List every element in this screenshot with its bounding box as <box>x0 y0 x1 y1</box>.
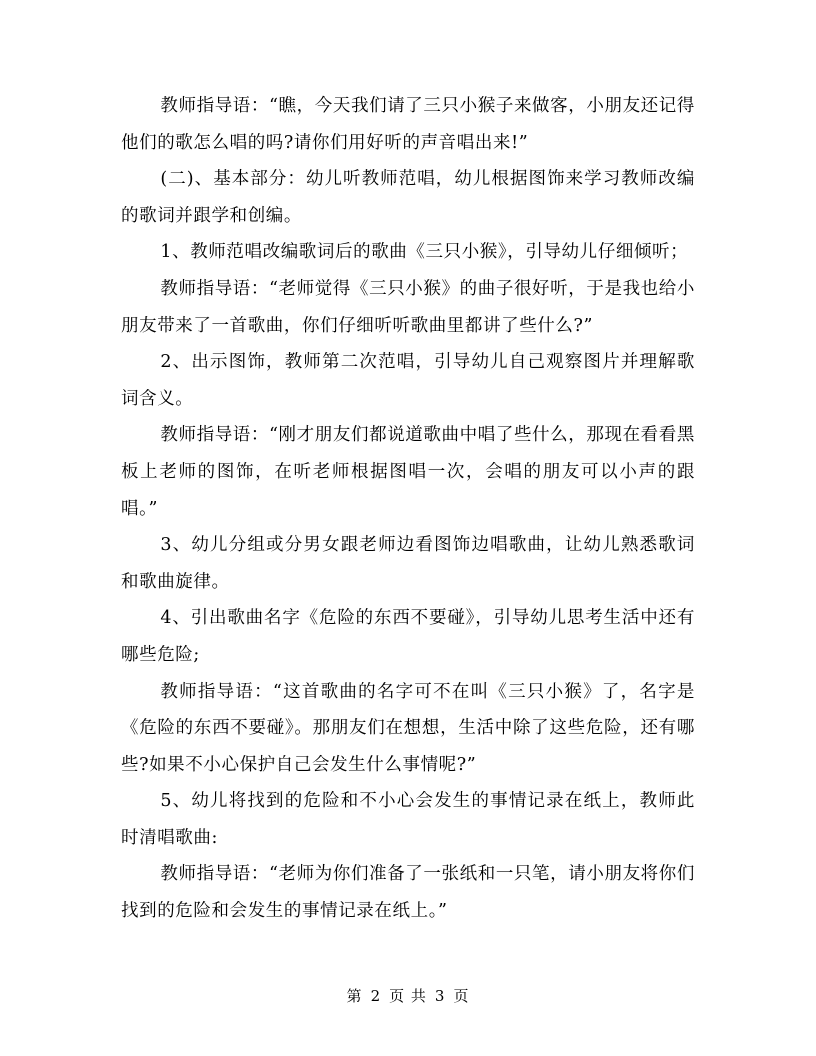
page-footer <box>0 985 816 1006</box>
paragraph: 教师指导语：“老师觉得《三只小猴》的曲子很好听，于是我也给小朋友带来了一首歌曲，你们仔细听听歌曲里都讲了些什么?” <box>121 278 695 336</box>
paragraph: 教师指导语：“老师为你们准备了一张纸和一只笔，请小朋友将你们找到的危险和会发生的事情记录在纸上。” <box>121 864 695 922</box>
paragraph: 1、教师范唱改编歌词后的歌曲《三只小猴》，引导幼儿仔细倾听； <box>160 242 689 263</box>
paragraph: (二)、基本部分：幼儿听教师范唱，幼儿根据图饰来学习教师改编的歌词并跟学和创编。 <box>121 169 695 226</box>
footer-middle: 页 共 <box>389 987 427 1005</box>
footer-suffix: 页 <box>453 987 470 1005</box>
total-pages-number: 3 <box>434 987 446 1005</box>
paragraph: 5、幼儿将找到的危险和不小心会发生的事情记录在纸上，教师此时清唱歌曲: <box>121 791 695 848</box>
current-page-number: 2 <box>370 987 382 1005</box>
paragraph: 3、幼儿分组或分男女跟老师边看图饰边唱歌曲，让幼儿熟悉歌词和歌曲旋律。 <box>121 535 695 592</box>
paragraph: 2、出示图饰，教师第二次范唱，引导幼儿自己观察图片并理解歌词含义。 <box>121 352 695 409</box>
paragraph: 教师指导语：“瞧，今天我们请了三只小猴子来做客，小朋友还记得他们的歌怎么唱的吗?请你们用好听的声音唱出来!” <box>121 96 695 153</box>
paragraph: 教师指导语：“这首歌曲的名字可不在叫《三只小猴》了，名字是《危险的东西不要碰》。那朋友们在想想，生活中除了这些危险，还有哪些?如果不小心保护自己会发生什么事情呢?” <box>121 681 695 775</box>
document-body <box>121 88 695 930</box>
paragraph: 4、引出歌曲名字《危险的东西不要碰》，引导幼儿思考生活中还有哪些危险; <box>121 608 695 665</box>
footer-prefix: 第 <box>346 987 363 1005</box>
paragraph: 教师指导语：“刚才朋友们都说道歌曲中唱了些什么，那现在看看黑板上老师的图饰，在听老师根据图唱一次，会唱的朋友可以小声的跟唱。” <box>121 425 695 519</box>
